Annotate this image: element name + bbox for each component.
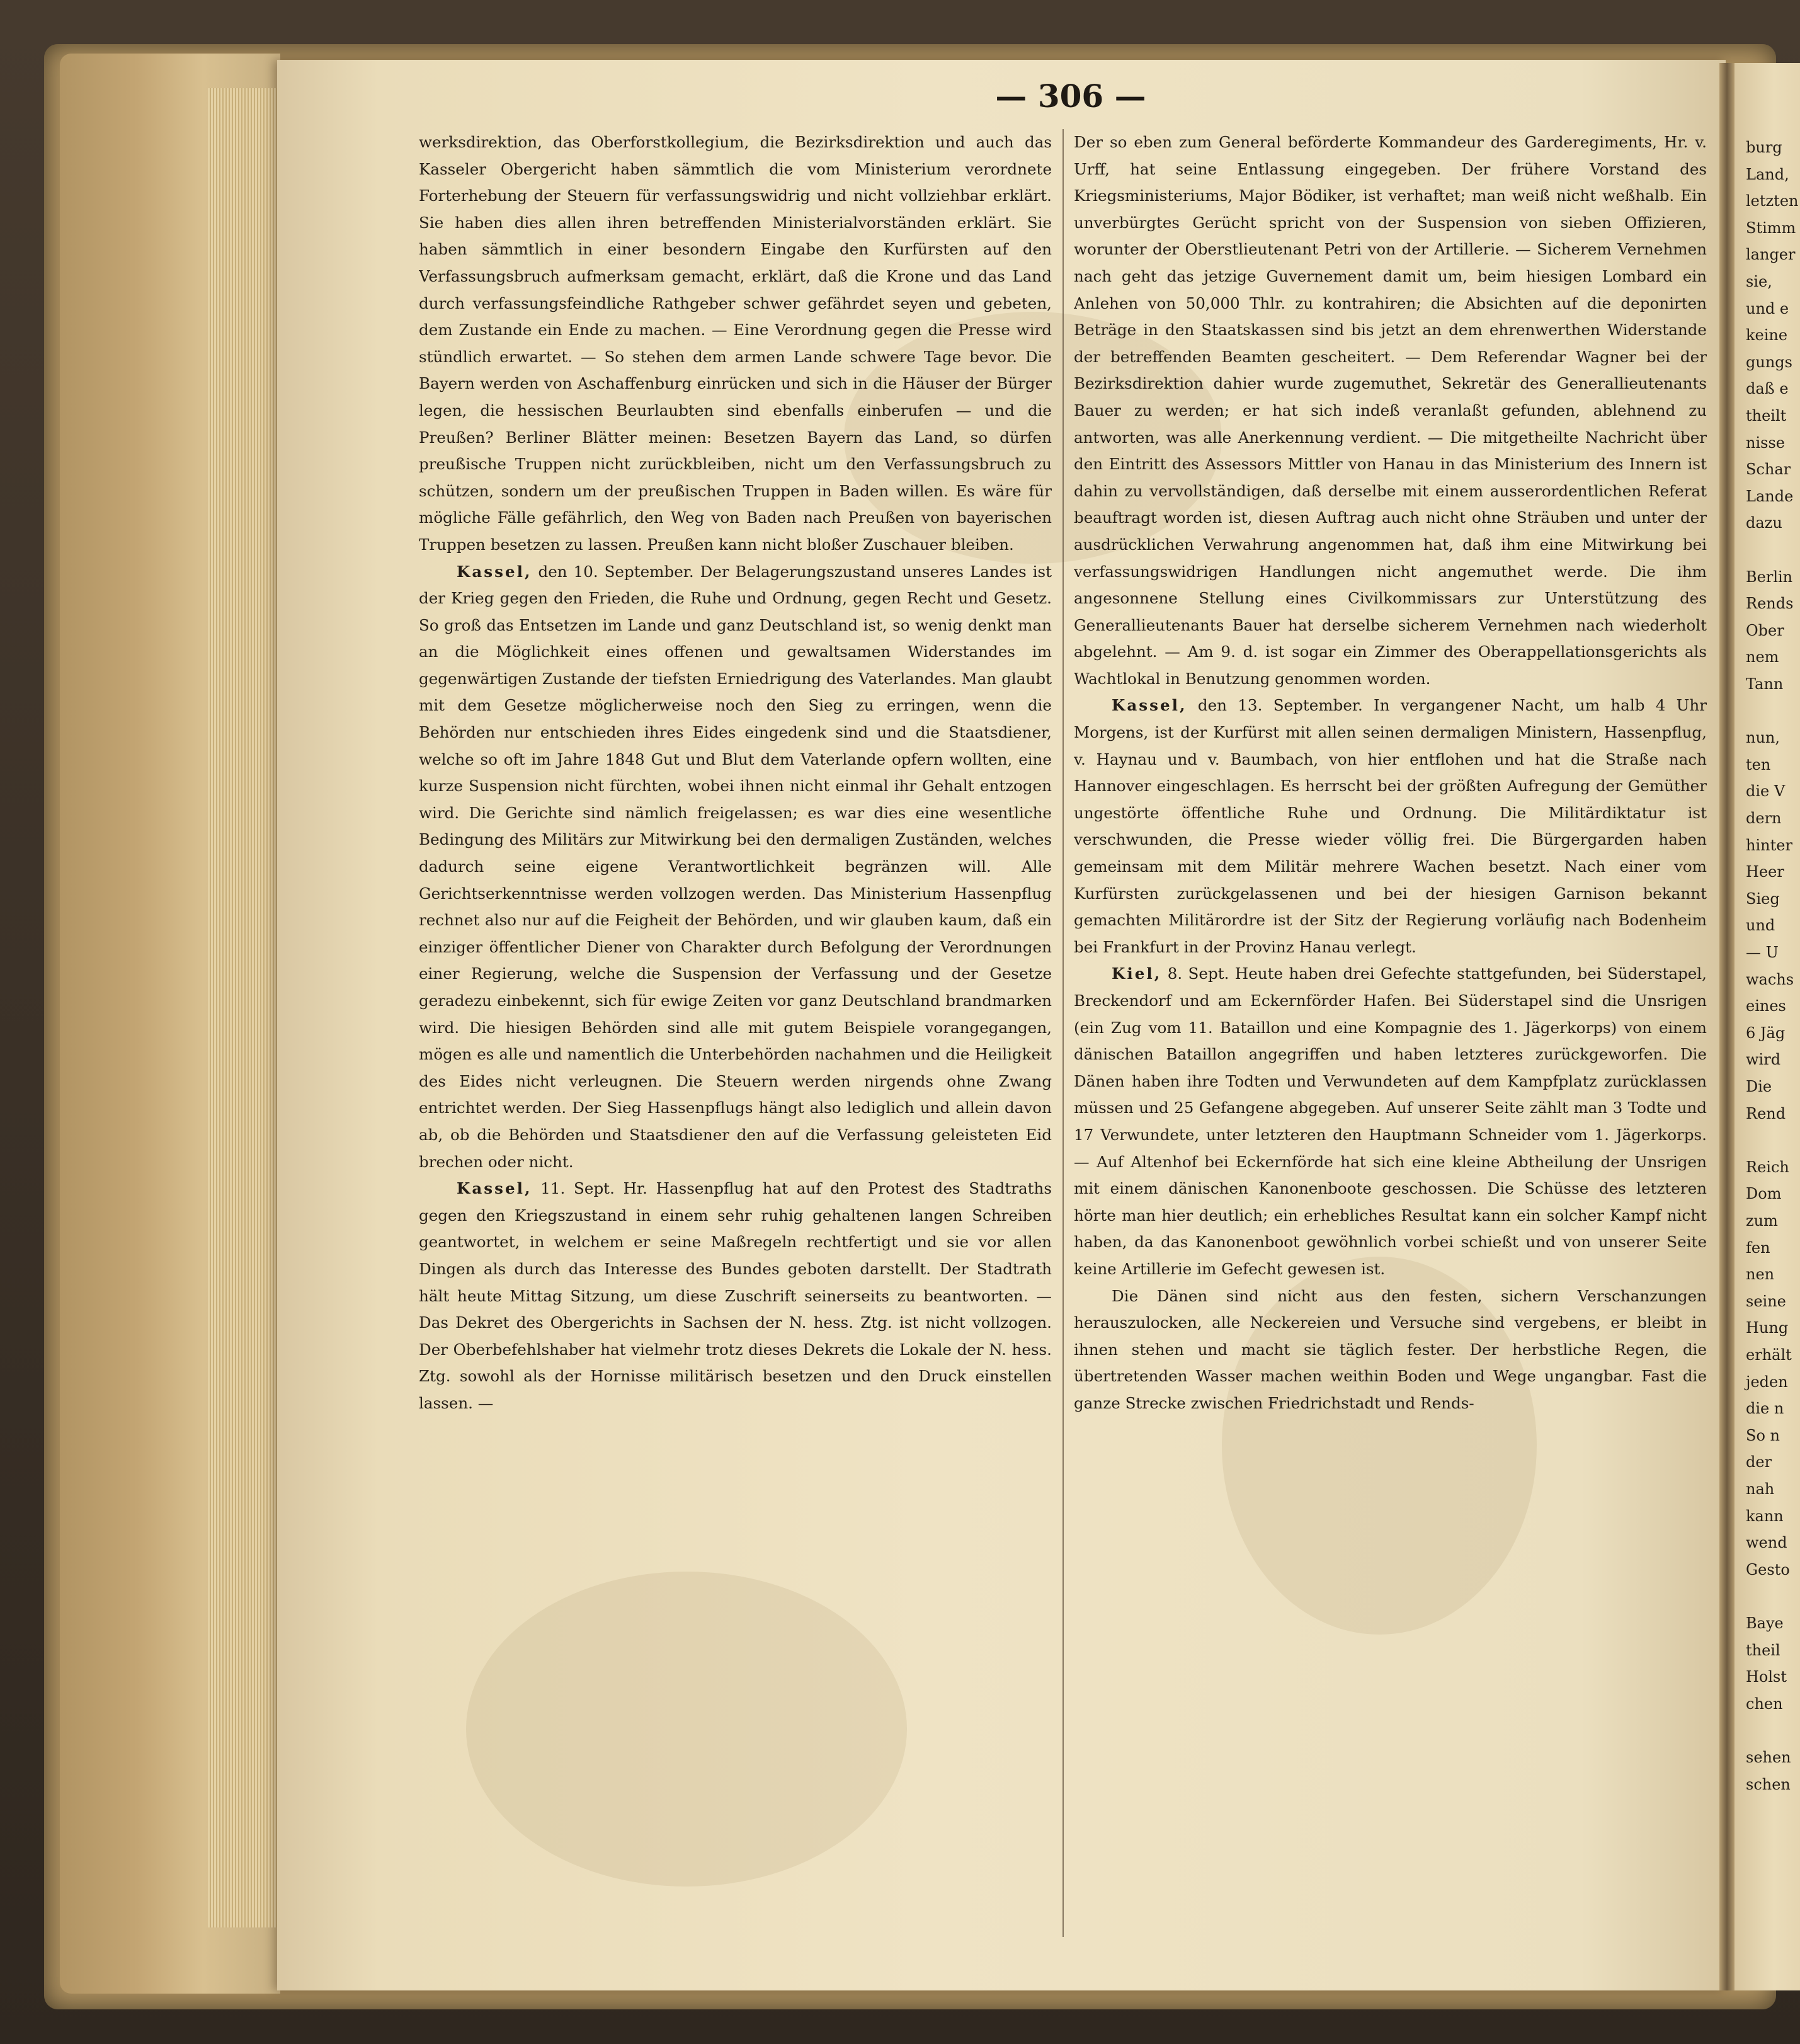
next-page-fragment: sehen — [1746, 1749, 1791, 1766]
next-page-fragment: Dom — [1746, 1185, 1782, 1203]
next-page-fragment: — U — [1746, 944, 1779, 961]
article-paragraph — [1074, 961, 1707, 1282]
article-paragraph — [419, 1175, 1052, 1417]
next-page-fragment: Berlin — [1746, 568, 1793, 586]
next-page-fragment: Rend — [1746, 1104, 1786, 1122]
next-page-fragment: kann — [1746, 1507, 1784, 1525]
article-paragraph — [1074, 1283, 1707, 1417]
paragraph-text: Die Dänen sind nicht aus den festen, sichern Verschanzungen herauszulocken, alle Neckereien und Versuche sind vergebens, er bleibt in ihnen stehen und macht sie täglich fester. Der herbstliche Regen, die übertretenden Wasser machen weithin Boden und Wege ungangbar. Fast die ganze Strecke zwischen Friedrichstadt und Rends- — [1074, 1286, 1707, 1412]
next-page-fragment: Land, — [1746, 165, 1789, 183]
next-page-fragment: und — [1746, 916, 1775, 935]
next-page-fragment: Sieg — [1746, 889, 1780, 908]
next-page-fragment: schen — [1746, 1775, 1791, 1793]
next-page-fragment: nah — [1746, 1480, 1775, 1498]
next-page-fragment: letzten — [1746, 192, 1799, 210]
next-page-fragment: sie, — [1746, 273, 1772, 290]
paragraph-text: 11. Sept. Hr. Hassenpflug hat auf den Protest des Stadtraths gegen den Kriegszustand in einem sehr ruhig gehaltenen langen Schreiben geantwortet, in welchem er seine Maßregeln rechtfertigt und sie vor allen Dingen als durch das Interesse des Bundes geboten darstellt. Der Stadtrath hält heute Mittag Sitzung, um diese Zuschrift seinerseits zu beantworten. — Das Dekret des Obergerichts in Sachsen der N. hess. Ztg. ist nicht vollzogen. Der Oberbefehlshaber hat vielmehr trotz dieses Dekrets die Lokale der N. hess. Ztg. sowohl als der Hornisse militärisch besetzen und den Druck einstellen lassen. — — [419, 1179, 1052, 1412]
next-page-fragment: theilt — [1746, 407, 1787, 425]
next-page-fragment: Schar — [1746, 460, 1791, 479]
next-page-fragment: die V — [1746, 782, 1786, 801]
right-text-column — [1074, 129, 1707, 1956]
dateline-place: Kiel, — [1112, 964, 1162, 983]
paragraph-text: Der so eben zum General beförderte Kommandeur des Garderegiments, Hr. v. Urff, hat seine Entlassung eingegeben. Der frühere Vorstand des Kriegsministeriums, Major Bödiker, ist verhaftet; man weiß nicht weßhalb. Ein unverbürgtes Gerücht spricht von der Suspension von sieben Offizieren, worunter der Oberstlieutenant Petri von der Artillerie. — Sicherem Vernehmen nach geht das jetzige Guvernement damit um, beim hiesigen Lombard ein Anlehen von 50,000 Thlr. zu kontrahiren; die Absichten auf die deponirten Beträge in den Staatskassen sind bis jetzt an dem ehrenwerthen Widerstande der betreffenden Beamten gescheitert. — Dem Referendar Wagner bei der Bezirksdirektion dahier wurde zugemuthet, Sekretär des Generallieutenants Bauer zu werden; er hat sich indeß veranlaßt gefunden, ablehnend zu antworten, was alle Anerkennung verdient. — Die mitgetheilte Nachricht über den Eintritt des Assessors Mittler von Hanau in das Ministerium des Innern ist dahin zu vervollständigen, daß derselbe mit einem ausserordentlichen Referat beauftragt worden ist, diesen Auftrag auch nicht ohne Sträuben und unter der ausdrücklichen Verwahrung angenommen hat, daß ihm eine Mitwirkung bei verfassungswidrigen Handlungen nicht angemuthet werde. Die ihm angesonnene Stellung eines Civilkommissars zur Unterstützung des Generallieutenants Bauer hat derselbe sicherem Vernehmen nach wiederholt abgelehnt. — Am 9. d. ist sogar ein Zimmer des Oberappellationsgerichts als Wachtlokal in Benutzung genommen worden. — [1074, 133, 1707, 688]
next-page-fragment: Reich — [1746, 1158, 1789, 1176]
next-page-fragment: jeden — [1746, 1373, 1788, 1391]
next-page-fragment: daß e — [1746, 380, 1789, 398]
next-page-fragment: und e — [1746, 299, 1789, 317]
next-page-fragment: So n — [1746, 1426, 1780, 1444]
next-page-fragment: wend — [1746, 1534, 1787, 1552]
next-page-fragment: zum — [1746, 1212, 1778, 1230]
paragraph-text: werksdirektion, das Oberforstkollegium, die Bezirksdirektion und auch das Kasseler Obergericht haben sämmtlich die vom Ministerium verordnete Forterhebung der Steuern für verfassungswidrig und nicht vollziehbar erklärt. Sie haben dies allen ihren betreffenden Ministerialvorständen erklärt. Sie haben sämmtlich in einer besondern Eingabe den Kurfürsten auf den Verfassungsbruch aufmerksam gemacht, erklärt, daß die Krone und das Land durch verfassungsfeindliche Rathgeber schwer gefährdet seyen und gebeten, dem Zustande ein Ende zu machen. — Eine Verordnung gegen die Presse wird stündlich erwartet. — So stehen dem armen Lande schwere Tage bevor. Die Bayern werden von Aschaffenburg einrücken und sich in die Häuser der Bürger legen, die hessischen Beurlaubten sind ebenfalls einberufen — und die Preußen? Berliner Blätter meinen: Besetzen Bayern das Land, so dürfen preußische Truppen nicht zurückbleiben, nicht um den Verfassungsbruch zu schützen, sondern um der preußischen Truppen in Baden willen. Es wäre für mögliche Fälle gefährlich, den Weg von Baden nach Preußen von bayerischen Truppen besetzen zu lassen. Preußen kann nicht bloßer Zuschauer bleiben. — [419, 133, 1052, 554]
next-page-fragment: eines — [1746, 997, 1786, 1015]
next-page-fragment: dern — [1746, 809, 1782, 827]
next-page-fragment: wachs — [1746, 970, 1794, 988]
left-text-column — [419, 129, 1052, 1956]
article-paragraph — [419, 559, 1052, 1176]
next-page-fragment: nen — [1746, 1265, 1775, 1284]
next-page-fragment: erhält — [1746, 1346, 1792, 1364]
next-page-fragment: langer — [1746, 246, 1796, 264]
next-page-fragment: nem — [1746, 648, 1779, 666]
next-page-edge — [1734, 63, 1800, 1990]
article-paragraph — [419, 129, 1052, 559]
next-page-fragment: gungs — [1746, 353, 1792, 371]
next-page-fragment: nisse — [1746, 433, 1785, 452]
next-page-fragment: hinter — [1746, 836, 1792, 854]
next-page-fragment: Rends — [1746, 595, 1794, 613]
next-page-fragment: nun, — [1746, 729, 1780, 747]
paragraph-text: den 10. September. Der Belagerungszustand unseres Landes ist der Krieg gegen den Frieden, die Ruhe und Ordnung, gegen Recht und Gesetz. So groß das Entsetzen im Lande und ganz Deutschland ist, so wenig denkt man an die Möglichkeit eines offenen und gewaltsamen Widerstandes im gegenwärtigen Zustande der tiefsten Erniedrigung des Vaterlandes. Man glaubt mit dem Gesetze möglicherweise noch den Sieg zu erringen, wenn die Behörden nur entschieden ihres Eides eingedenk sind und die Staatsdiener, welche so oft im Jahre 1848 Gut und Blut dem Vaterlande opfern wollten, eine kurze Suspension nicht fürchten, wobei ihnen nicht einmal ihr Gehalt entzogen wird. Die Gerichte sind nämlich freigelassen; es war dies eine wesentliche Bedingung des Militärs zur Mitwirkung bei den dermaligen Zuständen, welches dadurch seine eigene Verantwortlichkeit begränzen will. Alle Gerichtserkenntnisse werden vollzogen werden. Das Ministerium Hassenpflug rechnet also nur auf die Feigheit der Behörden, und wir glauben kaum, daß ein einziger öffentlicher Diener von Charakter durch Befolgung der Verordnungen einer Regierung, welche die Suspension der Verfassung und der Gesetze geradezu einbekennt, sich für ewige Zeiten vor ganz Deutschland brandmarken wird. Die hiesigen Behörden sind alle mit gutem Beispiele vorangegangen, mögen es alle und namentlich die Unterbehörden nachahmen und die Heiligkeit des Eides nicht verleugnen. Die Steuern werden nirgends ohne Zwang entrichtet werden. Der Sieg Hassenpflugs hängt also lediglich und allein davon ab, ob die Behörden und Staatsdiener den auf die Verfassung geleisteten Eid brechen oder nicht. — [419, 562, 1052, 1171]
next-page-fragment: Lande — [1746, 487, 1794, 505]
book-gutter — [1719, 63, 1734, 1990]
next-page-fragment: Hung — [1746, 1319, 1789, 1337]
column-divider — [1062, 129, 1064, 1937]
next-page-fragment: Die — [1746, 1078, 1772, 1095]
next-page-fragment: Ober — [1746, 621, 1784, 639]
paragraph-text: den 13. September. In vergangener Nacht, um halb 4 Uhr Morgens, ist der Kurfürst mit allen seinen dermaligen Ministern, Hassenpflug, v. Haynau und v. Baumbach, von hier entflohen und hat die Straße nach Hannover eingeschlagen. Es herrscht bei der größten Aufregung der Gemüther ungestörte öffentliche Ruhe und Ordnung. Die Militärdiktatur ist verschwunden, die Presse wieder völlig frei. Die Bürgergarden haben gemeinsam mit dem Militär mehrere Wachen besetzt. Nach einer vom Kurfürsten zurückgelassenen und bei der hiesigen Garnison bekannt gemachten Militärordre ist der Sitz der Regierung vorläufig nach Bodenheim bei Frankfurt in der Provinz Hanau verlegt. — [1074, 696, 1707, 956]
next-page-fragment: 6 Jäg — [1746, 1024, 1786, 1042]
next-page-fragment: ten — [1746, 755, 1771, 774]
next-page-fragment: fen — [1746, 1238, 1770, 1257]
next-page-fragment: Baye — [1746, 1614, 1784, 1632]
article-paragraph — [1074, 692, 1707, 961]
next-page-fragment: chen — [1746, 1694, 1783, 1713]
next-page-fragment: seine — [1746, 1292, 1786, 1310]
next-page-fragment: Tann — [1746, 675, 1784, 693]
next-page-fragment: die n — [1746, 1400, 1784, 1418]
next-page-fragment: Holst — [1746, 1668, 1787, 1686]
next-page-fragment: wird — [1746, 1051, 1781, 1069]
next-page-fragment: Heer — [1746, 863, 1784, 881]
article-paragraph — [1074, 129, 1707, 692]
paragraph-text: 8. Sept. Heute haben drei Gefechte stattgefunden, bei Süderstapel, Breckendorf und am Eckernförder Hafen. Bei Süderstapel sind die Unsrigen (ein Zug vom 11. Bataillon und eine Kompagnie des 1. Jägerkorps) von einem dänischen Bataillon angegriffen und haben letzteres zurückgeworfen. Die Dänen haben ihre Todten und Verwundeten auf dem Kampfplatz zurücklassen müssen und 25 Gefangene abgegeben. Auf unserer Seite zählt man 3 Todte und 17 Verwundete, unter letzteren den Hauptmann Schneider vom 1. Jägerkorps. — Auf Altenhof bei Eckernförde hat sich eine kleine Abtheilung der Unsrigen mit einem dänischen Kanonenboote geschossen. Die Schüsse des letzteren hörte man hier deutlich; ein erhebliches Resultat kann ein solcher Kampf nicht haben, da das Kanonenboot gewöhnlich vorbei schießt und von unserer Seite keine Artillerie im Gefecht gewesen ist. — [1074, 964, 1707, 1278]
dateline-place: Kassel, — [1112, 696, 1187, 715]
next-page-fragment: burg — [1746, 139, 1782, 156]
next-page-fragment: Stimm — [1746, 219, 1796, 237]
dateline-place: Kassel, — [457, 1179, 532, 1198]
page-stack — [208, 88, 280, 1927]
next-page-fragment: theil — [1746, 1641, 1780, 1659]
dateline-place: Kassel, — [457, 562, 532, 581]
next-page-fragment: dazu — [1746, 514, 1782, 532]
next-page-fragment: Gesto — [1746, 1560, 1790, 1579]
page-number-header: — 306 — — [995, 77, 1146, 115]
next-page-fragment: keine — [1746, 326, 1788, 345]
next-page-fragment: der — [1746, 1453, 1772, 1471]
